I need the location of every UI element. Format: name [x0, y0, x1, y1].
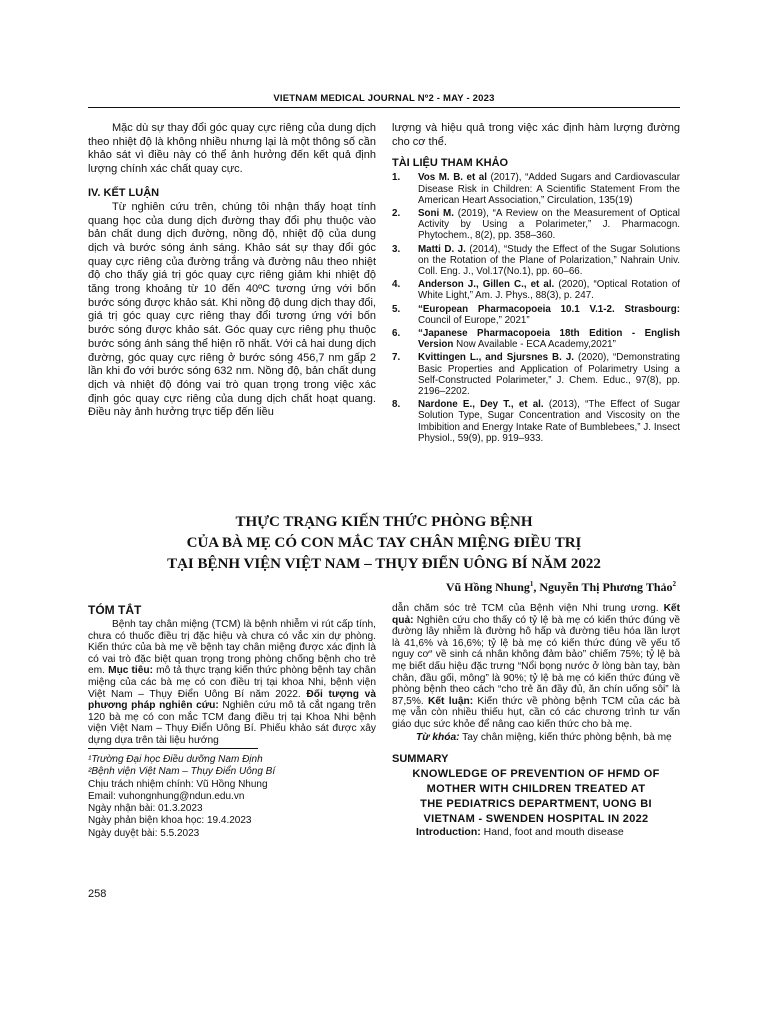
reference-number: 2. — [392, 208, 401, 220]
journal-header: VIETNAM MEDICAL JOURNAL Nº2 - MAY - 2023 — [273, 93, 495, 104]
reference-author: “European Pharmacopoeia 10.1 V.1-2. Strasbourg: — [418, 303, 680, 315]
corresponding-author: Chịu trách nhiệm chính: Vũ Hồng Nhung — [88, 778, 268, 790]
reference-text: (2019), “A Review on the Measurement of Optical Activity by Using a Polarimeter,” J. Pharmacogn. Phytochem., 8(2), pp. 358–360. — [418, 208, 680, 242]
affiliation-2: ²Bệnh viện Việt Nam – Thụy Điển Uông Bí — [88, 766, 276, 778]
author-separator: , — [533, 580, 540, 594]
footnotes — [88, 754, 376, 840]
date-reviewed: Ngày phản biện khoa học: 19.4.2023 — [88, 815, 252, 827]
reference-author: Kvittingen L., and Sjursnes B. J. — [418, 352, 575, 364]
keywords-label: Từ khóa: — [416, 731, 460, 743]
reference-item — [392, 279, 680, 301]
abstract-keyword: Mục tiêu: — [108, 665, 154, 677]
abstract-text: Nghiên cứu mô tả cắt ngang trên 120 bà mẹ có con mắc TCM đang điều trị tại Khoa Nhi bệnh viện Việt Nam – Thụy Điển Uông Bí. Phiếu khảo sát được xây dựng dựa trên tài liệu hướng — [88, 700, 376, 746]
reference-item — [392, 328, 680, 350]
abstract-heading: TÓM TẮT — [88, 603, 142, 617]
summary-intro-label: Introduction: — [416, 826, 481, 839]
page-number: 258 — [88, 888, 107, 900]
abstract-text: mô tả thực trạng kiến thức phòng bệnh tay chân miệng của các bà mẹ có con điều trị tại khoa Nhi, bệnh viện Việt Nam – Thụy Điển Uông Bí năm 2022. — [88, 665, 376, 700]
reference-text: Council of Europe,” 2021” — [418, 314, 530, 326]
reference-number: 5. — [392, 303, 401, 315]
summary-intro — [392, 827, 680, 839]
title-line-2: CỦA BÀ MẸ CÓ CON MẮC TAY CHÂN MIỆNG ĐIỀU TRỊ — [186, 535, 582, 551]
email: Email: vuhongnhung@ndun.edu.vn — [88, 790, 245, 802]
abstract-text: Kiến thức về phòng bệnh TCM của các bà mẹ vẫn còn nhiều thiếu hụt, cần có các chương trình tư vấn giáo dục sức khỏe để nâng cao kiến thức cho bà mẹ. — [392, 695, 680, 730]
conclusion-heading: IV. KẾT LUẬN — [88, 186, 160, 199]
title-line-1: THỰC TRẠNG KIẾN THỨC PHÒNG BỆNH — [235, 514, 533, 530]
author-line — [446, 580, 676, 595]
summary-title-line-2: MOTHER WITH CHILDREN TREATED AT — [426, 783, 646, 796]
reference-item — [392, 304, 680, 326]
author-2: Nguyễn Thị Phương Thảo — [539, 580, 673, 594]
left-intro-paragraph: Mặc dù sự thay đổi góc quay cực riêng của dung dịch theo nhiệt độ là không nhiều nhưng lại là một thông số cần khảo sát vì điều này có thể ảnh hưởng đến kết quả định lượng chính xác chất quay cực. — [88, 122, 376, 176]
reference-text: (2020), “Optical Rotation of White Light,” Am. J. Phys., 88(3), p. 247. — [418, 279, 680, 302]
affiliation-1: ¹Trường Đại học Điều dưỡng Nam Định — [88, 754, 263, 765]
reference-item — [392, 244, 680, 278]
reference-number: 3. — [392, 243, 401, 255]
author-2-affil: 2 — [672, 580, 676, 588]
left-column-top — [88, 122, 376, 420]
reference-author: Nardone E., Dey T., et al. — [418, 399, 544, 411]
reference-item — [392, 208, 680, 242]
article-title — [88, 512, 680, 575]
reference-text: Now Available - ECA Academy,2021” — [453, 339, 616, 351]
date-received: Ngày nhận bài: 01.3.2023 — [88, 803, 203, 815]
header-rule — [88, 107, 680, 108]
title-line-3: TẠI BỆNH VIỆN VIỆT NAM – THỤY ĐIỂN UÔNG BÍ NĂM 2022 — [167, 556, 601, 572]
reference-author: Vos M. B. et al — [418, 172, 487, 184]
right-intro-paragraph: lượng và hiệu quả trong việc xác định hàm lượng đường cho cơ thể. — [392, 122, 680, 148]
reference-item — [392, 172, 680, 206]
abstract-keyword: Kết quả: — [392, 603, 680, 626]
reference-author: “Japanese Pharmacopoeia 18th Edition - English Version — [418, 328, 680, 351]
reference-number: 4. — [392, 279, 401, 291]
conclusion-paragraph: Từ nghiên cứu trên, chúng tôi nhận thấy hoạt tính quang học của dung dịch đường thay đổi phụ thuộc vào bản chất dung dịch đường, nồng độ, nhiệt độ của dung dịch và bước sóng ánh sáng. Khảo sát sự thay đổi góc quay cực riêng của đường trắng và đường nâu theo nhiệt độ cho thấy giá trị góc quay cực riêng giảm khi nhiệt độ tăng trong khoảng từ 10 đến 40ºC tương ứng với bốn bước sóng được khảo sát. Khi nồng độ dung dịch thay đổi, giá trị góc quay cực riêng thay đổi tương ứng với bốn bước sóng được khảo sát. Góc quay cực riêng phụ thuộc bước sóng ánh sáng thể hiện rõ nhất. Với cả hai dung dịch đường, góc quay cực riêng ở bước sóng 456,7 nm gấp 2 lần khi đo với bước sóng 632 nm. Nồng độ, bản chất dung dịch và nhiệt độ đóng vai trò quan trọng trong việc xác định góc quay cực riêng của dung dịch chất hoạt quang. Điều này ảnh hưởng trực tiếp đến liều — [88, 200, 376, 419]
summary-title-line-4: VIETNAM - SWENDEN HOSPITAL IN 2022 — [423, 813, 649, 826]
abstract-left — [88, 603, 376, 747]
reference-text: (2014), “Study the Effect of the Sugar Solutions on the Rotation of the Plane of Polarization,” Nahrain Univ. Coll. Eng. J., Vol.17(No.1), pp. 60–66. — [418, 243, 680, 278]
reference-number: 8. — [392, 399, 401, 411]
reference-item — [392, 352, 680, 397]
abstract-text: Bệnh tay chân miệng (TCM) là bệnh nhiễm vi rút cấp tính, chưa có thuốc điều trị đặc hiệu và chưa có vắc xin dự phòng. Kiến thức của bà mẹ về bệnh tay chân miệng được xác định là có vai trò đặc biệt quan trọng trong phòng chống bệnh cho trẻ em. — [88, 619, 376, 677]
summary-intro-text: Hand, foot and mouth disease — [480, 826, 624, 839]
reference-number: 1. — [392, 172, 401, 184]
author-1-affil: 1 — [529, 580, 534, 588]
right-column-top — [392, 122, 680, 446]
abstract-paragraph-right — [392, 603, 680, 731]
author-1: Vũ Hồng Nhung — [445, 580, 530, 594]
abstract-keyword: Đối tượng và phương pháp nghiên cứu: — [88, 688, 376, 712]
reference-author: Matti D. J. — [418, 243, 466, 255]
summary-title-line-1: KNOWLEDGE OF PREVENTION OF HFMD OF — [412, 768, 660, 781]
reference-number: 6. — [392, 328, 401, 340]
abstract-keyword: Kết luận: — [428, 695, 474, 707]
reference-list — [392, 172, 680, 444]
keywords-line — [392, 732, 680, 744]
reference-text: (2020), “Demonstrating Basic Properties and Application of Polarimetry Using a Self-Constructed Polarimeter,” J. Chem. Educ., 97(8), pp. 2196–2202. — [418, 352, 680, 398]
footnote-rule — [88, 748, 258, 749]
reference-author: Soni M. — [418, 208, 454, 220]
references-heading: TÀI LIỆU THAM KHẢO — [392, 157, 509, 170]
summary-heading: SUMMARY — [392, 753, 449, 766]
keywords-text: Tay chân miệng, kiến thức phòng bệnh, bà mẹ — [459, 731, 672, 743]
reference-number: 7. — [392, 352, 401, 364]
reference-author: Anderson J., Gillen C., et al. — [418, 279, 555, 291]
abstract-text: dẫn chăm sóc trẻ TCM của Bệnh viện Nhi trung ương. — [392, 603, 664, 614]
summary-title — [392, 767, 680, 827]
abstract-paragraph-left — [88, 619, 376, 747]
abstract-right — [392, 603, 680, 839]
reference-text: (2017), “Added Sugars and Cardiovascular Disease Risk in Children: A Scientific Statement From the American Heart Association,” Circulation, 135(19) — [418, 172, 680, 206]
reference-text: (2013), “The Effect of Sugar Solution Type, Sugar Concentration and Viscosity on the Imbibition and Energy Intake Rate of Bumblebees,” J. Insect Physiol., 59(9), pp. 919–933. — [418, 399, 681, 444]
summary-title-line-3: THE PEDIATRICS DEPARTMENT, UONG BI — [420, 798, 652, 811]
date-accepted: Ngày duyệt bài: 5.5.2023 — [88, 827, 200, 839]
abstract-text: Nghiên cứu cho thấy có tỷ lệ bà mẹ có kiến thức đúng về đường lây nhiễm là đường hô hấp và đường tiêu hóa lần lượt là 41,6% và 16,6%; tỷ lệ bà mẹ có kiến thức đúng về yếu tố nguy cơ“ về sinh cá nhân không đảm bảo” chiếm 75%; tỷ lệ bà mẹ biết dấu hiệu đặc trưng “Nổi bọng nước ở lòng bàn tay, bàn chân, đầu gối, mông” là 90%; tỷ lệ bà mẹ có kiến thức đúng về phòng bệnh theo cách “cho trẻ ăn đầy đủ, ăn chín uống sôi” là 87,5%. — [392, 614, 680, 707]
reference-item — [392, 399, 680, 444]
